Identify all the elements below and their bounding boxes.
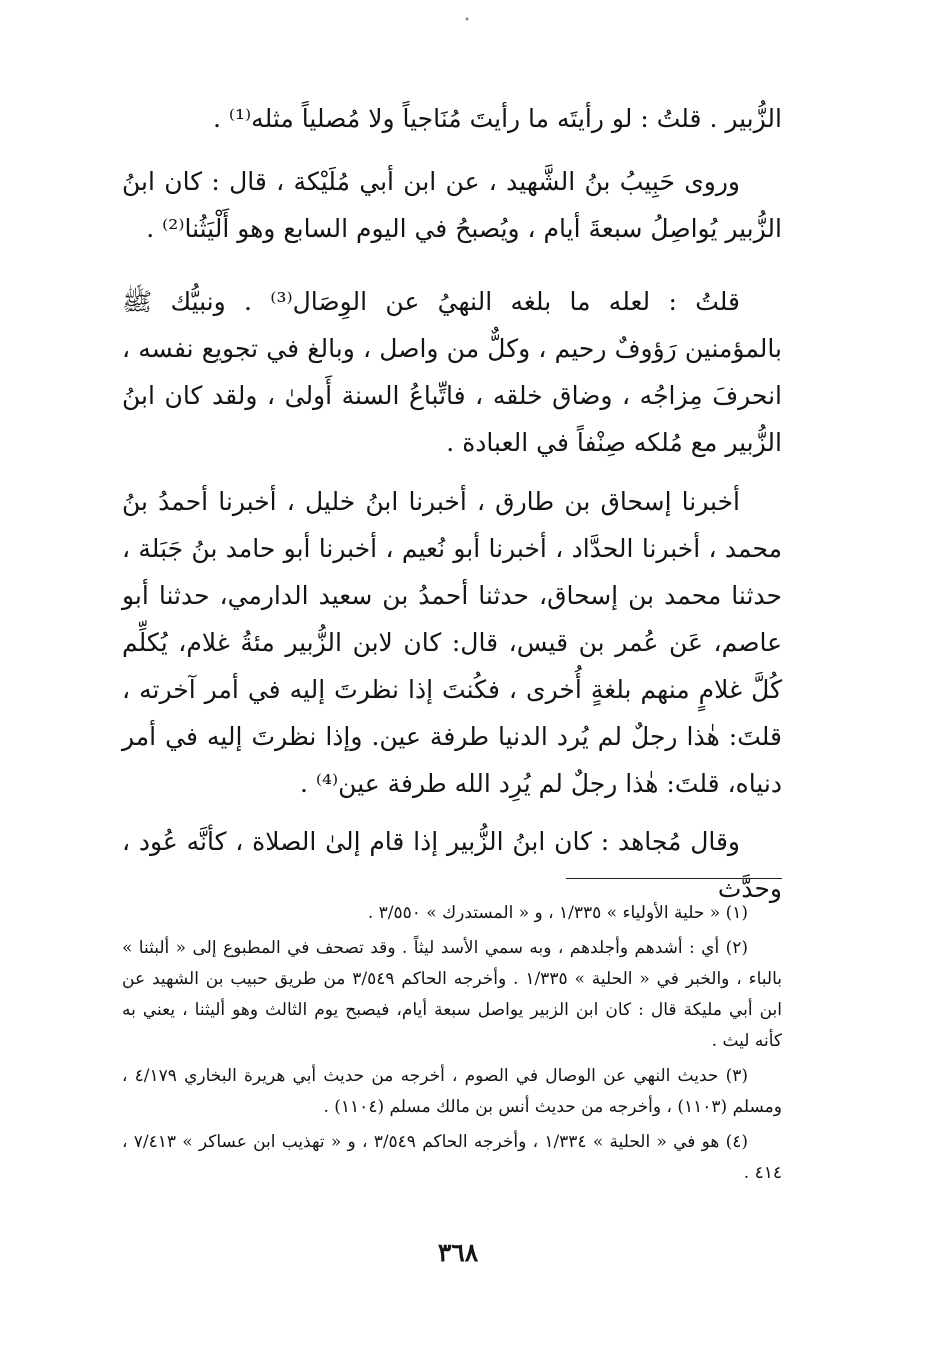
footnote-3: (٣) حديث النهي عن الوصال في الصوم ، أخرجه من حديث أبي هريرة البخاري ٤/١٧٩ ، ومسلم (١١٠٣) ، وأخرجه من حديث أنس بن مالك مسلم (١١٠٤) . [122, 1066, 782, 1117]
paragraph-2: وروى حَبِيبُ بنُ الشَّهيد ، عن ابن أبي مُلَيْكة ، قال : كان ابنُ الزُّبير يُواصِلُ سبعةَ أيام ، ويُصبحُ في اليوم السابع وهو أَلْيَثُنا⁽²⁾ . [122, 167, 782, 243]
paragraph-1: الزُّبير . قلتُ : لو رأيتَه ما رأيتَ مُنَاجياً ولا مُصلياً مثله⁽¹⁾ . [212, 104, 782, 133]
page-number: ٣٦٨ [437, 1238, 479, 1267]
scan-dot-mark [462, 14, 472, 24]
footnote-2: (٢) أي : أشدهم وأجلدهم ، وبه سمي الأسد ليثاً . وقد تصحف في المطبوع إلى « ألبثنا » بالباء ، والخبر في « الحلية » ١/٣٣٥ . وأخرجه الحاكم ٣/٥٤٩ من طريق حبيب بن الشهيد عن ابن أبي مليكة قال : كان ابن الزبير يواصل سبعة أيام، فيصبح يوم الثالث وهو أليثنا ، يعني به كأنه ليث . [122, 938, 782, 1051]
footnote-separator [566, 878, 782, 879]
footnote-1: (١) « حلية الأولياء » ١/٣٣٥ ، و « المستدرك » ٣/٥٥٠ . [367, 903, 748, 923]
paragraph-3: قلتُ : لعله ما بلغه النهيُ عن الوِصَال⁽³⁾ . ونبيُّك ﷺ بالمؤمنين رَؤوفٌ رحيم ، وكلٌّ من واصل ، وبالغ في تجويع نفسه ، انحرفَ مِزاجُه ، وضاق خلقه ، فاتِّباعُ السنة أَولىٰ ، ولقد كان ابنُ الزُّبير مع مُلكه صِنْفاً في العبادة . [122, 287, 782, 457]
footnote-4: (٤) هو في « الحلية » ١/٣٣٤ ، وأخرجه الحاكم ٣/٥٤٩ ، و « تهذيب ابن عساكر » ٧/٤١٣ ، ٤١٤ . [122, 1132, 782, 1183]
footnotes [122, 898, 782, 1193]
paragraph-4: أخبرنا إسحاق بن طارق ، أخبرنا ابنُ خليل ، أخبرنا أحمدُ بنُ محمد ، أخبرنا الحدَّاد ، أخبرنا أبو نُعيم ، أخبرنا أبو حامد بنُ جَبَلة ، حدثنا محمد بن إسحاق، حدثنا أحمدُ بن سعيد الدارمي، حدثنا أبو عاصم، عَن عُمر بن قيس، قال: كان لابن الزُّبير مئةُ غلام، يُكلِّم كُلَّ غلامٍ منهم بلغةٍ أُخرى ، فكُنتَ إذا نظرتَ إليه في أمر آخرته ، قلتَ: هٰذا رجلٌ لم يُرد الدنيا طرفة عين. وإذا نظرتَ إليه في أمر دنياه، قلتَ: هٰذا رجلٌ لم يُرِد الله طرفة عين⁽⁴⁾ . [122, 487, 782, 798]
paragraph-5: وقال مُجاهد : كان ابنُ الزُّبير إذا قام إلىٰ الصلاة ، كأنَّه عُود ، وحدَّث [122, 827, 782, 903]
